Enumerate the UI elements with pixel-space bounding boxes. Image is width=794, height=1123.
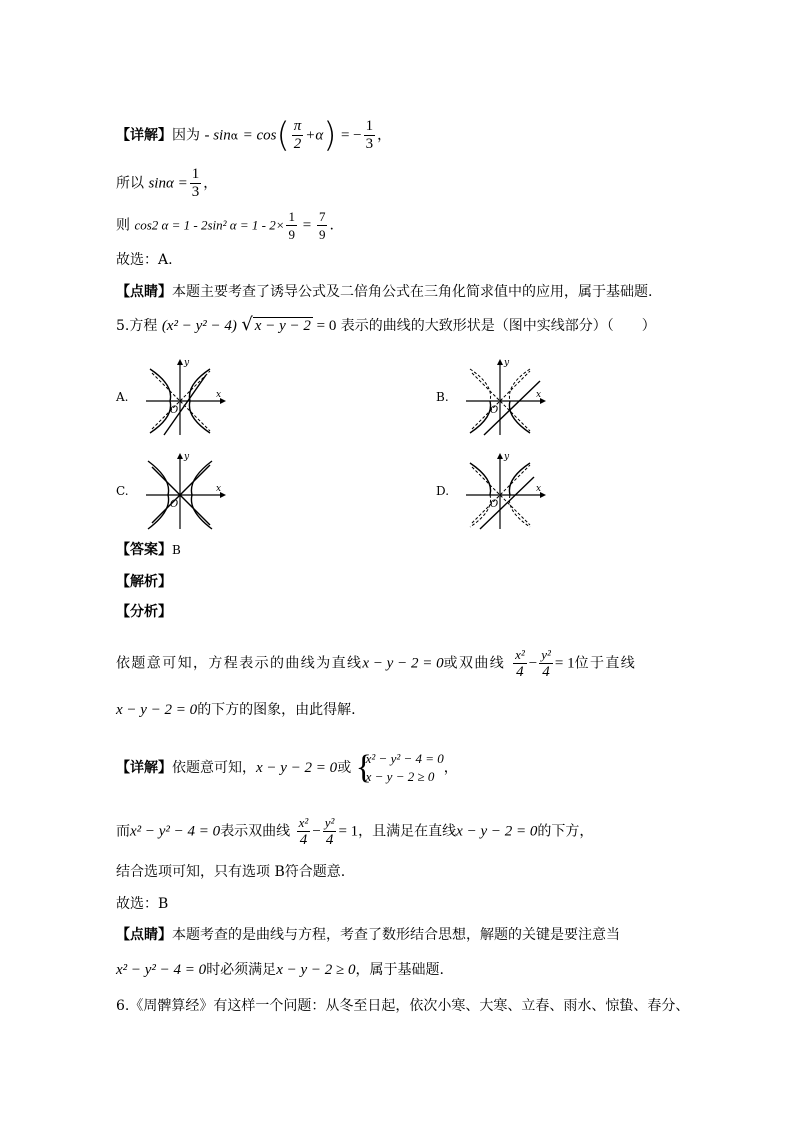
question-5: 5.方程 (x² − y² − 4) √ x − y − 2 = 0 表示的曲线的大致形状是（图中实线部分）（ ） <box>116 314 656 335</box>
choose-1: 故选：A. <box>116 252 173 268</box>
option-d-figure <box>460 449 550 531</box>
comment-2: 【点睛】本题考查的是曲线与方程，考查了数形结合思想，解题的关键是要注意当 <box>116 927 620 943</box>
fraction-one-third: $\frac{1}{3}$ <box>365 118 374 152</box>
option-c-label: C. <box>116 484 129 498</box>
option-a-figure <box>140 355 230 437</box>
svg-text:O: O <box>170 499 179 510</box>
svg-text:x: x <box>216 484 222 494</box>
equation-system: { x² − y² − 4 = 0 x − y − 2 ≥ 0 <box>355 749 444 786</box>
option-c-figure <box>140 449 230 531</box>
detail-line-1: 【详解】因为 - sinα = cos( $\frac{\pi}{2}$ +α) = − $\frac{1}{3}$ ， <box>116 115 392 156</box>
svg-text:x: x <box>536 390 542 400</box>
detail-line-2: 【详解】依题意可知，x − y − 2 = 0或 { x² − y² − 4 = 0 x − y − 2 ≥ 0 ， <box>116 749 458 786</box>
jiexi-label: 【解析】 <box>116 574 172 590</box>
option-b-label: B. <box>436 390 449 404</box>
fraction-pi-over-2: $\frac{\pi}{2}$ <box>293 118 302 152</box>
answer-line: 【答案】B <box>116 542 181 558</box>
y-axis-label: y <box>184 358 190 368</box>
er-line: 而x² − y² − 4 = 0表示双曲线 $\frac{\text{x²}}{4}$ − $\frac{\text{y²}}{4}$ = 1，且满足在直线x − y − 2 = 0的下方， <box>116 815 594 848</box>
analysis-line-2: x − y − 2 = 0的下方的图象，由此得解. <box>116 702 356 718</box>
svg-text:x: x <box>536 484 542 494</box>
option-b-figure <box>460 355 550 437</box>
svg-text:O: O <box>490 499 499 510</box>
x-axis-label: x <box>216 390 222 400</box>
detail-label: 【详解】 <box>116 127 172 144</box>
combine-line: 结合选项可知，只有选项 B符合题意. <box>116 864 346 880</box>
comment-1: 【点睛】本题主要考查了诱导公式及二倍角公式在三角化简求值中的应用，属于基础题. <box>116 284 653 300</box>
origin-label: O <box>170 405 179 416</box>
svg-text:y: y <box>504 452 510 462</box>
analysis-line-1: 依题意可知，方程表示的曲线为直线x − y − 2 = 0或双曲线 $\frac{\text{x²}}{4}$ − $\frac{\text{y²}}{4}$ = 1位于直线 <box>116 647 637 680</box>
svg-text:y: y <box>504 358 510 368</box>
fenxi-label: 【分析】 <box>116 604 172 620</box>
option-a-label: A. <box>116 390 129 404</box>
svg-text:O: O <box>490 405 499 416</box>
choose-2: 故选：B <box>116 896 169 912</box>
question-6: 6.《周髀算经》有这样一个问题：从冬至日起，依次小寒、大寒、立春、雨水、惊蛰、春分、 <box>116 998 690 1014</box>
option-d-label: D. <box>436 484 450 498</box>
last-line: x² − y² − 4 = 0时必须满足x − y − 2 ≥ 0，属于基础题. <box>116 962 444 978</box>
fraction-one-third-2: $\frac{1}{3}$ <box>191 166 200 200</box>
then-line: 则 cos2 α = 1 - 2sin² α = 1 - 2× $\frac{1}{9}$ = $\frac{7}{9}$ . <box>116 209 334 242</box>
so-line: 所以 sinα = $\frac{1}{3}$ ， <box>116 166 218 200</box>
svg-text:y: y <box>184 452 190 462</box>
